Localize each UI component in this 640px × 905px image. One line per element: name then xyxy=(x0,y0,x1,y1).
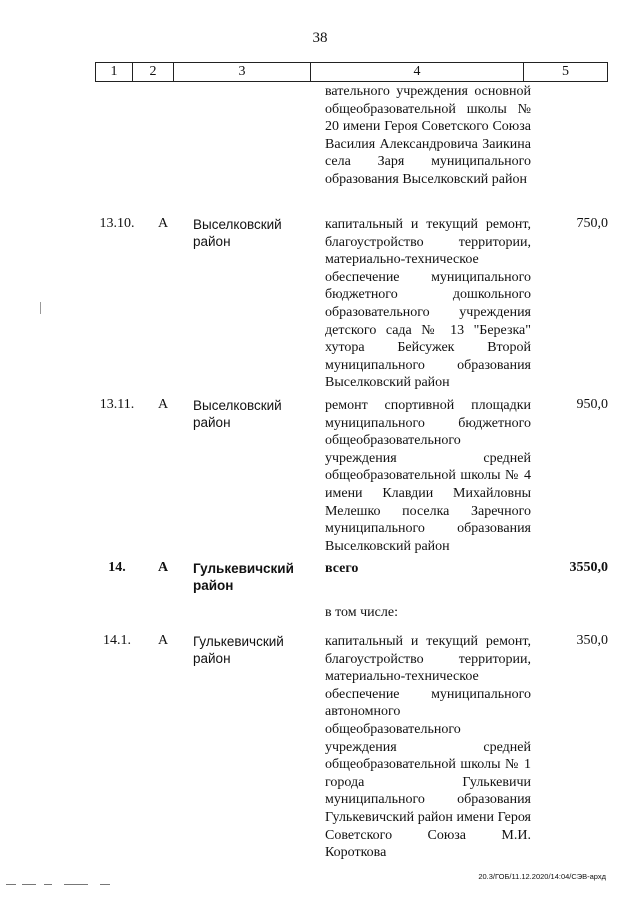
header-col-3: 3 xyxy=(174,63,311,81)
row-number: 14.1. xyxy=(103,633,131,648)
header-col-2: 2 xyxy=(133,63,174,81)
scan-dash xyxy=(64,884,88,885)
scan-dash xyxy=(44,884,52,885)
row-amount: 750,0 xyxy=(576,216,608,231)
row-description: капитальный и текущий ремонт, благоустройство территории, материально-техническое обеспечение муниципального бюджетного дошкольного образовательного учреждения детского сада № 13 "Березка" хутора Бейсужек Второй муниципального образования Выселковский район xyxy=(325,217,531,391)
header-col-5: 5 xyxy=(562,64,569,79)
row-amount: 3550,0 xyxy=(569,560,608,575)
row-amount: 950,0 xyxy=(576,397,608,412)
row-number: 13.10. xyxy=(99,216,135,231)
row-type: А xyxy=(158,397,169,412)
row-district: Гулькевичский район xyxy=(193,634,284,666)
row-amount: 350,0 xyxy=(576,633,608,648)
row-district: Гулькевичский район xyxy=(193,561,294,593)
row-type: А xyxy=(158,633,169,648)
row-note: в том числе: xyxy=(325,605,398,620)
continuation-text: вательного учреждения основной общеобразовательной школы № 20 имени Героя Советского Союза Василия Александровича Заикина села Заря муниципального образования Выселковский район xyxy=(325,84,531,187)
footer-code: 20.3/ГОБ/11.12.2020/14:04/СЭВ-архд xyxy=(478,872,606,881)
row-district: Выселковский район xyxy=(193,398,282,430)
header-col-4: 4 xyxy=(311,63,524,81)
page-number: 38 xyxy=(312,30,328,46)
row-description: всего xyxy=(325,561,359,576)
row-description: ремонт спортивной площадки муниципального бюджетного общеобразовательного учреждения средней общеобразовательной школы № 4 имени Клавдии Михайловны Мелешко поселка Заречного муниципального образования Выселковский район xyxy=(325,398,531,554)
row-number: 13.11. xyxy=(99,397,135,412)
header-col-1: 1 xyxy=(96,63,133,81)
row-number: 14. xyxy=(108,560,126,575)
scan-dash xyxy=(6,884,16,885)
row-type: А xyxy=(158,560,169,575)
scan-dash xyxy=(22,884,36,885)
row-district: Выселковский район xyxy=(193,217,282,249)
margin-mark xyxy=(40,302,41,314)
scan-dash xyxy=(100,884,110,885)
table-header xyxy=(95,62,608,82)
row-type: А xyxy=(158,216,169,231)
row-description: капитальный и текущий ремонт, благоустройство территории, материально-техническое обеспечение муниципального автономного общеобразовательного учреждения средней общеобразовательной школы № 1 города Гулькевичи муниципального образования Гулькевичский район имени Героя Советского Союза М.И. Короткова xyxy=(325,634,531,861)
